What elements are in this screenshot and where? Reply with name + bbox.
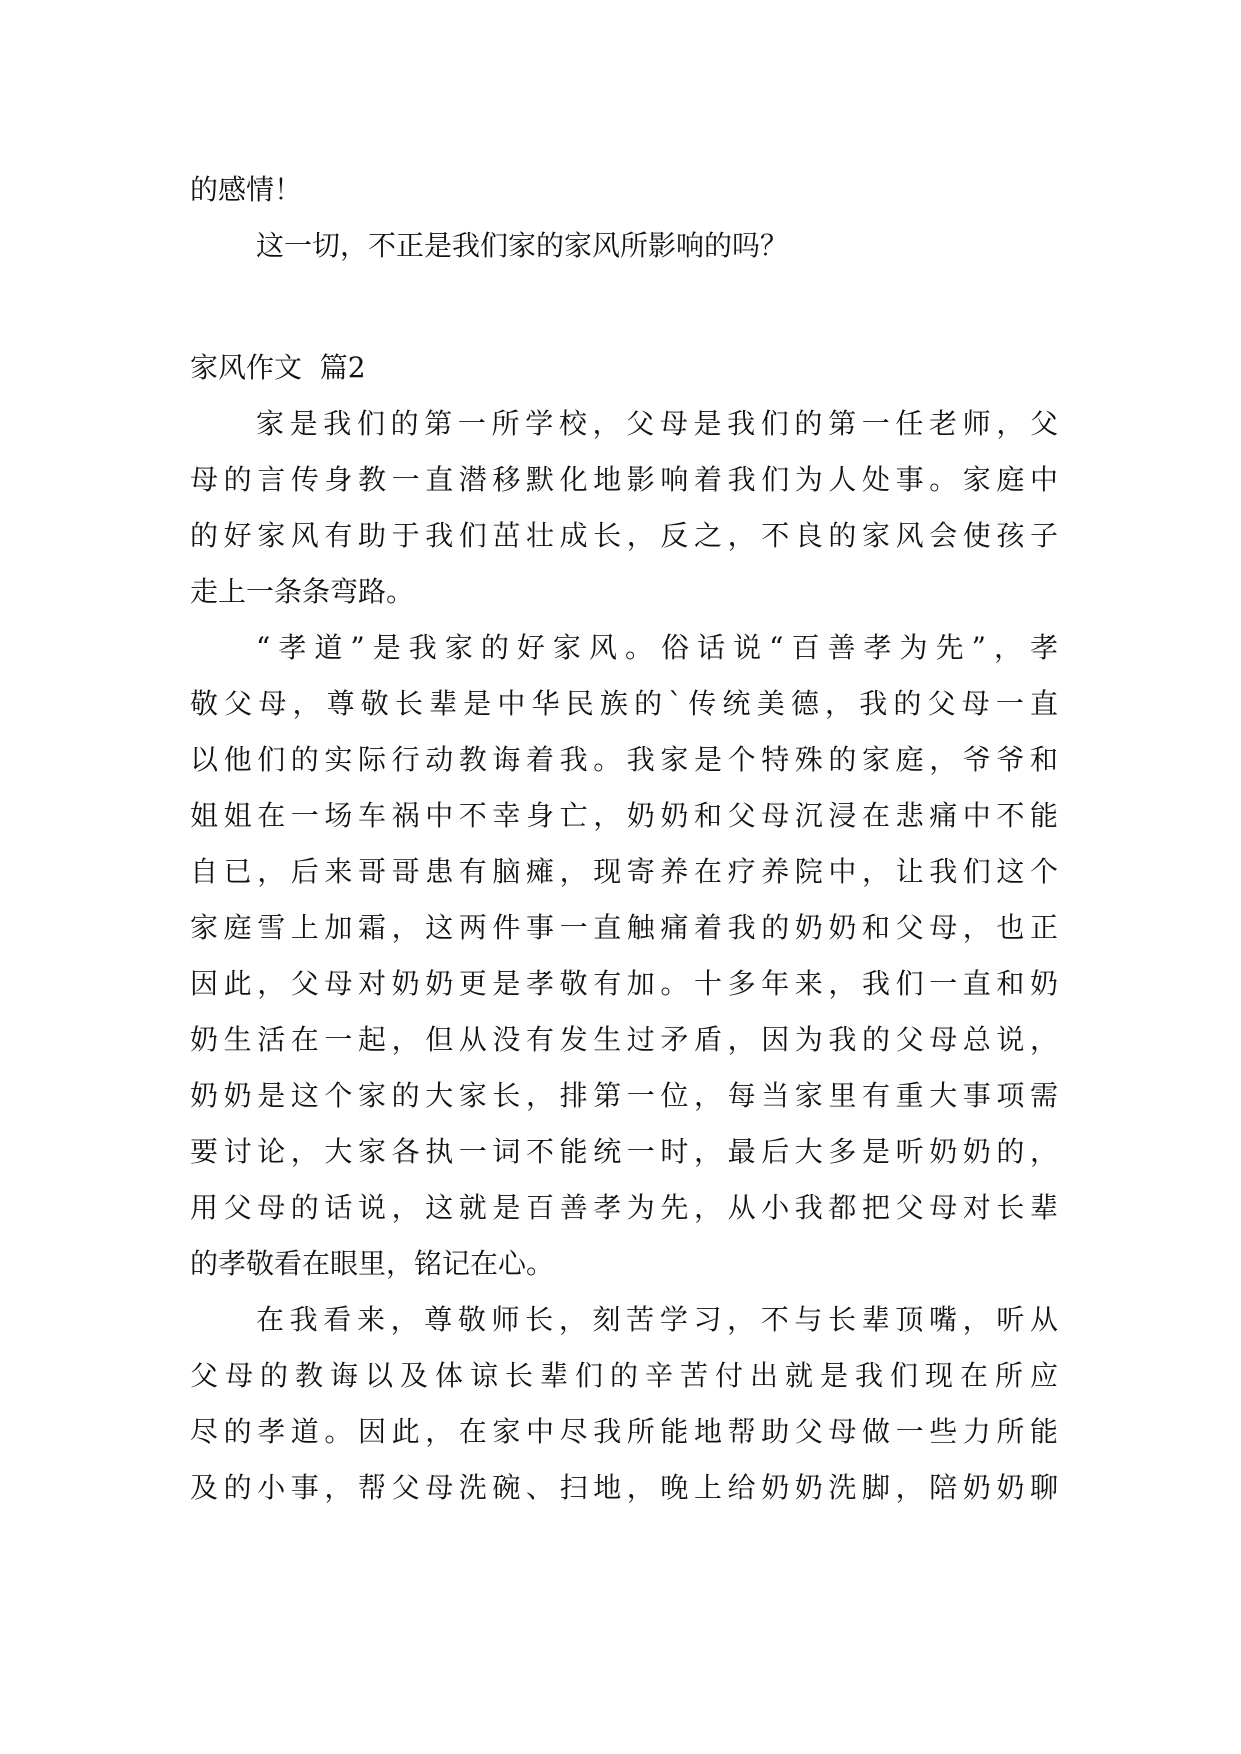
paragraph-1: [190, 396, 1058, 620]
paragraph-line: 在我看来，尊敬师长，刻苦学习，不与长辈顶嘴，听从: [256, 1303, 1058, 1336]
section-gap: [190, 274, 1058, 340]
paragraph-line: 走上一条条弯路。: [190, 575, 415, 608]
intro-line: 的感情！: [190, 173, 303, 206]
paragraph-line: 及的小事，帮父母洗碗、扫地，晚上给奶奶洗脚，陪奶奶聊: [190, 1471, 1058, 1504]
paragraph-3: [190, 1292, 1058, 1516]
paragraph-line: 尽的孝道。因此，在家中尽我所能地帮助父母做一些力所能: [190, 1415, 1058, 1448]
paragraph-line: 的孝敬看在眼里，铭记在心。: [190, 1247, 555, 1280]
paragraph-line: 因此，父母对奶奶更是孝敬有加。十多年来，我们一直和奶: [190, 967, 1058, 1000]
section-heading: 家风作文 篇2: [190, 351, 366, 384]
paragraph-line: 家庭雪上加霜，这两件事一直触痛着我的奶奶和父母，也正: [190, 911, 1058, 944]
paragraph-line: 家是我们的第一所学校，父母是我们的第一任老师，父: [256, 407, 1058, 440]
paragraph-line: 要讨论，大家各执一词不能统一时，最后大多是听奶奶的，: [190, 1135, 1058, 1168]
paragraph-line: 奶奶是这个家的大家长，排第一位，每当家里有重大事项需: [190, 1079, 1058, 1112]
paragraph-line: 父母的教诲以及体谅长辈们的辛苦付出就是我们现在所应: [190, 1359, 1058, 1392]
paragraph-line: 的好家风有助于我们茁壮成长，反之，不良的家风会使孩子: [190, 519, 1058, 552]
paragraph-line: 姐姐在一场车祸中不幸身亡，奶奶和父母沉浸在悲痛中不能: [190, 799, 1058, 832]
paragraph-line: 奶生活在一起，但从没有发生过矛盾，因为我的父母总说，: [190, 1023, 1058, 1056]
paragraph-line: “孝道”是我家的好家风。俗话说“百善孝为先”，孝: [256, 631, 1058, 664]
paragraph-2: [190, 620, 1058, 1292]
paragraph-line: 敬父母，尊敬长辈是中华民族的`传统美德，我的父母一直: [190, 687, 1058, 720]
paragraph-line: 用父母的话说，这就是百善孝为先，从小我都把父母对长辈: [190, 1191, 1058, 1224]
document-page: [190, 162, 1058, 1516]
paragraph-line: 母的言传身教一直潜移默化地影响着我们为人处事。家庭中: [190, 463, 1058, 496]
intro-line: 这一切，不正是我们家的家风所影响的吗？: [256, 229, 789, 262]
paragraph-line: 自已，后来哥哥患有脑瘫，现寄养在疗养院中，让我们这个: [190, 855, 1058, 888]
paragraph-line: 以他们的实际行动教诲着我。我家是个特殊的家庭，爷爷和: [190, 743, 1058, 776]
